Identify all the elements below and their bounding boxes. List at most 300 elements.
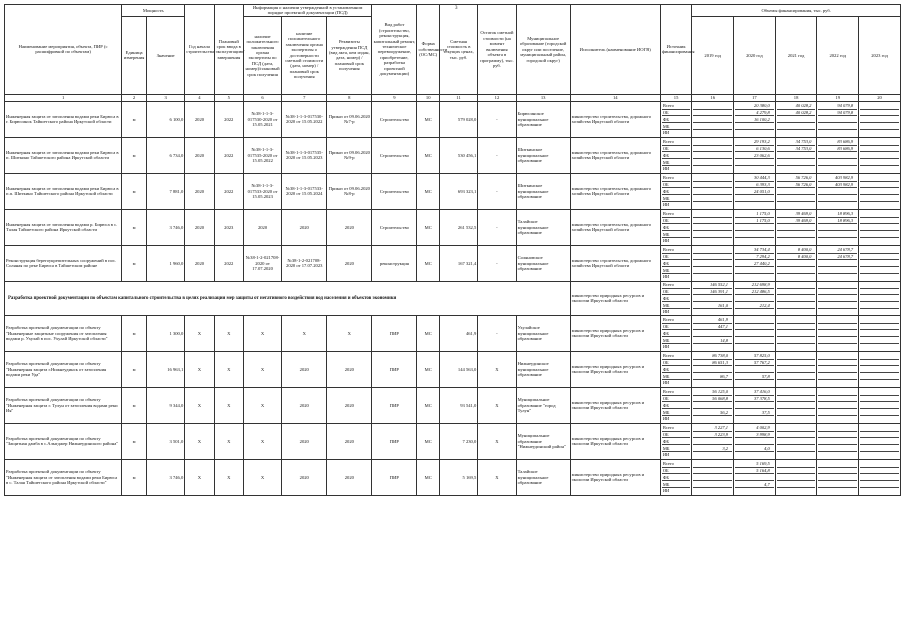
fin-values-v2019-line [693, 481, 732, 488]
object-name: Инженерная защита от затопления водами реки Бирюса в п.п. Шиткино Тайшетского района Иркутской области [5, 173, 122, 209]
object-unit: м [122, 173, 147, 209]
fin-2020-cell [734, 137, 776, 173]
fin-values-v2019-line [693, 309, 732, 315]
fin-source-list-line: МБ [662, 373, 691, 380]
fin-values-v2022 [818, 425, 857, 458]
fin-2022-cell [817, 101, 859, 137]
fin-values-v2023 [860, 353, 899, 386]
fin-values-v2019-line [693, 438, 732, 445]
header-planned-term: Плановый срок ввода в эксплуатацию/завершения [214, 5, 243, 95]
fin-values-v2021-line [777, 152, 816, 159]
fin-values-v2020-line: 4,7 [735, 481, 774, 488]
fin-values-v2021-line [777, 195, 816, 202]
fin-values-v2023-line [860, 445, 899, 452]
fin-2020-cell [734, 351, 776, 387]
fin-values-v2019-line: 3 227,1 [693, 425, 732, 431]
fin-values-v2019-line [693, 130, 732, 136]
fin-values-v2020-line: 57 825,0 [735, 353, 774, 359]
fin-values-v2023-line [860, 267, 899, 274]
fin-values-v2021-line [777, 445, 816, 452]
fin-values-v2020-line [735, 159, 774, 166]
fin-values-v2021-line [777, 238, 816, 244]
fin-values-v2020-line [735, 238, 774, 244]
object-term: 2023 [214, 209, 243, 245]
object-ownership: МС [417, 387, 440, 423]
fin-values-v2020 [735, 103, 774, 136]
fin-source-list [662, 211, 691, 244]
fin-values-v2019-line: 146 552,1 [693, 282, 732, 288]
object-estimated-cost: 530 456,1 [439, 137, 477, 173]
object-unit: м [122, 423, 147, 459]
fin-values-v2021-line [777, 402, 816, 409]
fin-values-v2021-line [777, 323, 816, 330]
fin-values-v2021-line [777, 373, 816, 380]
table-row [5, 173, 901, 209]
fin-source-list-line: Всего [662, 282, 691, 288]
header-remaining-cost: Остаток сметной стоимости (на момент включения объекта в программу), тыс. руб. [478, 5, 516, 95]
object-estimated-cost: 261 532,5 [439, 209, 477, 245]
fin-values-v2022-line [818, 116, 857, 123]
fin-2021-cell [775, 173, 817, 209]
fin-values-v2019-line [693, 152, 732, 159]
fin-source-list-line: ФБ [662, 152, 691, 159]
header-start-year: Год начала строительства [185, 5, 214, 95]
fin-2020-cell [734, 423, 776, 459]
fin-values-v2021-line [777, 188, 816, 195]
fin-values-v2020-line [735, 123, 774, 130]
object-remaining-cost: - [478, 245, 516, 281]
fin-values-v2021-line [777, 409, 816, 416]
fin-values-v2023-line [860, 323, 899, 330]
fin-values-v2021-line [777, 366, 816, 373]
fin-values-v2020-line: 5 164,8 [735, 467, 774, 474]
fin-values-v2021-line [777, 166, 816, 172]
fin-2019-cell [692, 459, 734, 495]
fin-values-v2023-line [860, 202, 899, 208]
fin-values-v2021-line [777, 260, 816, 267]
fin-values-v2022-line: 18 896,3 [818, 217, 857, 224]
fin-values-v2019-line [693, 451, 732, 457]
fin-values-v2020-line [735, 274, 774, 280]
fin-source-list-line: ИИ [662, 130, 670, 136]
object-executor: министерство строительства, дорожного хозяйства Иркутской области [570, 209, 660, 245]
object-executor: министерство строительства, дорожного хозяйства Иркутской области [570, 245, 660, 281]
fin-source-cell [660, 245, 692, 281]
object-remaining-cost: - [478, 101, 516, 137]
fin-values-v2020-line [735, 330, 774, 337]
fin-values-v2020-line: 5 169,5 [735, 461, 774, 467]
object-remaining-cost: - [478, 173, 516, 209]
object-approval: Приказ от 09.06.2020 №7-р [327, 101, 372, 137]
object-term: Х [214, 459, 243, 495]
fin-2020-cell [734, 245, 776, 281]
fin-values-v2019-line [693, 274, 732, 280]
fin-2023-cell [859, 315, 901, 351]
fin-source-list-line: ОБ [662, 431, 691, 438]
fin-values-v2022-line: 94 079,8 [818, 109, 857, 116]
object-name: Реконструкция берегоукрепительных сооружений в пос. Соляная по реке Бирюса в Тайшетском районе [5, 245, 122, 281]
fin-values-v2022-line [818, 302, 857, 309]
fin-values-v2021-line [777, 438, 816, 445]
object-term: Х [214, 315, 243, 351]
fin-values-v2020 [735, 282, 774, 315]
fin-values-v2019-line [693, 379, 732, 385]
fin-values-v2020-line [735, 309, 774, 315]
fin-values-v2019-line [693, 145, 732, 152]
fin-values-v2020-line: 4 002,9 [735, 425, 774, 431]
header-value: Значение [146, 16, 184, 94]
fin-values-v2019-line [693, 159, 732, 166]
fin-source-list [662, 353, 691, 386]
fin-values-v2023-line [860, 451, 899, 457]
fin-values-v2020-line: 6 130,6 [735, 145, 774, 152]
fin-values-v2023-line [860, 402, 899, 409]
object-remaining-cost: - [478, 137, 516, 173]
fin-values-v2021-line: 8 400,0 [777, 247, 816, 253]
object-value: 1 960,0 [146, 245, 184, 281]
fin-values-v2022-line [818, 295, 857, 302]
header-ownership: Форма собственности (ОС/МС) [417, 5, 440, 95]
object-unit: м [122, 209, 147, 245]
fin-values-v2019-line [693, 343, 732, 349]
fin-values-v2023-line [860, 166, 899, 172]
fin-values-v2023-line [860, 152, 899, 159]
table-row [5, 315, 901, 351]
fin-values-v2022 [818, 282, 857, 315]
fin-values-v2020-line [735, 451, 774, 457]
fin-values-v2023-line [860, 487, 899, 493]
fin-2019-cell [692, 209, 734, 245]
fin-values-v2022 [818, 389, 857, 422]
fin-values-v2023-line [860, 366, 899, 373]
fin-values-v2022-line: 24 678,7 [818, 247, 857, 253]
object-unit: м [122, 351, 147, 387]
fin-values-v2023-line [860, 181, 899, 188]
fin-source-list-line: ФБ [662, 474, 691, 481]
fin-values-v2021-line [777, 415, 816, 421]
object-expertise: Х [243, 459, 281, 495]
fin-values-v2023-line [860, 288, 899, 295]
fin-values-v2020-line: 27 440,2 [735, 260, 774, 267]
fin-values-v2023-line [860, 260, 899, 267]
fin-values-v2020-line: 1 175,0 [735, 217, 774, 224]
fin-values-v2023 [860, 247, 899, 280]
fin-2021-cell [775, 209, 817, 245]
fin-values-v2020-line: 1 175,0 [735, 211, 774, 217]
object-start-year: Х [185, 423, 214, 459]
fin-values-v2021-line: 56 726,0 [777, 181, 816, 188]
object-unit: м [122, 101, 147, 137]
object-name: Разработка проектной документации по объекту "Инженерная защита от затопления водами реки Бирюса в с. Талая Тайшетского района Иркутской области" [5, 459, 122, 495]
fin-2021-cell [775, 245, 817, 281]
fin-values-v2022-line [818, 288, 857, 295]
column-number-row: 1 2 3 4 5 6 7 8 9 10 11 12 13 14 15 16 17 18 19 20 [5, 94, 901, 101]
fin-values-v2021 [777, 353, 816, 386]
object-term: Х [214, 387, 243, 423]
fin-values-v2020-line: 16 100,2 [735, 116, 774, 123]
object-ownership: МС [417, 137, 440, 173]
table-row [5, 245, 901, 281]
object-executor: министерство природных ресурсов и экологии Иркутской области [570, 387, 660, 423]
fin-values-v2022-line [818, 267, 857, 274]
objects-body [5, 101, 901, 281]
fin-values-v2022-line [818, 224, 857, 231]
fin-values-v2020-line: 4 279,8 [735, 109, 774, 116]
fin-2022-cell [817, 423, 859, 459]
header-name: Наименование мероприятия, объекта, ПИР (с расшифровкой по объектам) [5, 5, 122, 95]
fin-values-v2021-line [777, 359, 816, 366]
pir-body [5, 315, 901, 495]
fin-source-list-line: ОБ [662, 323, 691, 330]
fin-source-cell [660, 281, 692, 315]
fin-values-v2023 [860, 425, 899, 458]
header-fin-volume: Объемы финансирования, тыс. руб. [692, 5, 901, 17]
object-unit: м [122, 245, 147, 281]
fin-values-v2020-line: 34 734,4 [735, 247, 774, 253]
object-work-type: ПИР [372, 315, 417, 351]
object-approval: 2020 [327, 423, 372, 459]
fin-source-list-line: ИИ [662, 452, 670, 458]
fin-values-v2022-line [818, 431, 857, 438]
fin-source-list-line: МБ [662, 445, 691, 452]
object-term: Х [214, 423, 243, 459]
fin-values-v2020-line [735, 337, 774, 344]
fin-values-v2022-line [818, 309, 857, 315]
fin-values-v2021-line [777, 337, 816, 344]
fin-values-v2019 [693, 103, 732, 136]
fin-source-list [662, 103, 691, 136]
fin-values-v2022-line: 83 686,9 [818, 145, 857, 152]
fin-source-list-line: Всего [662, 103, 691, 109]
fin-2019-cell [692, 387, 734, 423]
fin-values-v2019-line [693, 166, 732, 172]
object-approval: 2020 [327, 387, 372, 423]
fin-values-v2022-line [818, 202, 857, 208]
fin-values-v2019-line: 461,9 [693, 317, 732, 323]
table-row [5, 101, 901, 137]
header-approval: Реквизиты утверждения ПСД (вид акта, кем издан, дата, номер) / плановый срок получения [327, 16, 372, 94]
fin-values-v2022-line [818, 402, 857, 409]
object-name: Разработка проектной документации по объекту "Инженерная защита г.Нижнеудинск от затопления водами реки Уда" [5, 351, 122, 387]
fin-values-v2023-line [860, 195, 899, 202]
fin-source-list-line: Всего [662, 139, 691, 145]
fin-values-v2023-line [860, 379, 899, 385]
fin-values-v2022 [818, 461, 857, 494]
fin-source-list-line: ОБ [662, 467, 691, 474]
fin-values-v2023-line [860, 330, 899, 337]
fin-values-v2023-line [860, 231, 899, 238]
fin-2021-cell [775, 137, 817, 173]
fin-values-v2023 [860, 461, 899, 494]
fin-values-v2020-line [735, 130, 774, 136]
object-remaining-cost: Х [478, 387, 516, 423]
fin-source-list-line: ОБ [662, 395, 691, 402]
object-ownership: МС [417, 423, 440, 459]
fin-source-list-line: ОБ [662, 217, 691, 224]
object-start-year: 2020 [185, 209, 214, 245]
fin-values-v2022-line [818, 467, 857, 474]
fin-values-v2019-line: 3,2 [693, 445, 732, 452]
fin-values-v2023 [860, 282, 899, 315]
fin-source-list-line: ИИ [662, 238, 670, 244]
object-ownership: МС [417, 173, 440, 209]
fin-source-list-line: Всего [662, 389, 691, 395]
fin-values-v2020-line [735, 295, 774, 302]
object-cost-check: 2020 [282, 209, 327, 245]
fin-values-v2020-line: 30 444,3 [735, 175, 774, 181]
object-ownership: МС [417, 459, 440, 495]
fin-values-v2019-line [693, 116, 732, 123]
object-value: 3 746,0 [146, 209, 184, 245]
fin-source-list-line: ФБ [662, 438, 691, 445]
fin-source-list-line: ОБ [662, 145, 691, 152]
fin-values-v2020 [735, 247, 774, 280]
fin-source-cell [660, 459, 692, 495]
fin-values-v2019-line [693, 415, 732, 421]
fin-values-v2020-line [735, 267, 774, 274]
fin-values-v2021-line: 34 753,0 [777, 145, 816, 152]
object-ownership: МС [417, 315, 440, 351]
fin-values-v2023-line [860, 415, 899, 421]
object-expertise: Х [243, 387, 281, 423]
fin-v2019-cell [692, 281, 734, 315]
fin-2020-cell [734, 173, 776, 209]
object-executor: министерство природных ресурсов и экологии Иркутской области [570, 351, 660, 387]
fin-2020-cell [734, 315, 776, 351]
fin-values-v2020-line [735, 231, 774, 238]
fin-values-v2019 [693, 317, 732, 350]
fin-2019-cell [692, 245, 734, 281]
object-start-year: Х [185, 459, 214, 495]
fin-values-v2019-line: 3 223,9 [693, 431, 732, 438]
object-ownership: МС [417, 209, 440, 245]
fin-source-list-line: ФБ [662, 330, 691, 337]
object-approval: 2020 [327, 245, 372, 281]
fin-values-v2021-line [777, 202, 816, 208]
object-municipality: Шиткинское муниципальное образование [516, 173, 570, 209]
fin-values-v2022-line: 403 982,9 [818, 181, 857, 188]
fin-v2022-cell [817, 281, 859, 315]
fin-values-v2019-line: 86 651,3 [693, 359, 732, 366]
table-row [5, 459, 901, 495]
fin-values-v2021 [777, 461, 816, 494]
fin-values-v2021-line: 40 028,2 [777, 103, 816, 109]
object-expertise: Х [243, 315, 281, 351]
object-work-type: ПИР [372, 459, 417, 495]
object-municipality: Муниципальное образование "город Тулун" [516, 387, 570, 423]
fin-source-list-line: ФБ [662, 188, 691, 195]
fin-2019-cell [692, 173, 734, 209]
fin-values-v2021-line [777, 295, 816, 302]
fin-source-list-line: МБ [662, 267, 691, 274]
object-work-type: реконструкция [372, 245, 417, 281]
object-approval: 2020 [327, 459, 372, 495]
fin-source-list-line: Всего [662, 175, 691, 181]
fin-values-v2019-line: 86,7 [693, 373, 732, 380]
fin-values-v2022-line [818, 159, 857, 166]
fin-values-v2023-line [860, 116, 899, 123]
object-municipality: Ухулайское муниципальное образование [516, 315, 570, 351]
fin-v2021-cell [775, 281, 817, 315]
fin-2021-cell [775, 387, 817, 423]
object-expertise: №38-1-1-3-017535-2020 от 15.05.2022 [243, 137, 281, 173]
fin-values-v2019 [693, 211, 732, 244]
fin-values-v2019-line [693, 109, 732, 116]
fin-source-list [662, 317, 691, 350]
fin-values-v2019 [693, 282, 732, 315]
fin-values-v2020 [735, 317, 774, 350]
fin-values-v2023-line [860, 337, 899, 344]
fin-2019-cell [692, 351, 734, 387]
object-ownership: МС [417, 245, 440, 281]
fin-values-v2021 [777, 175, 816, 208]
fin-source-cell [660, 209, 692, 245]
fin-values-v2020 [735, 353, 774, 386]
fin-values-v2021-line [777, 467, 816, 474]
fin-source-list-line: Всего [662, 461, 691, 467]
fin-values-v2019-line [693, 195, 732, 202]
fin-values-v2023-line [860, 467, 899, 474]
fin-values-v2022-line [818, 238, 857, 244]
fin-values-v2021 [777, 425, 816, 458]
object-approval: Х [327, 315, 372, 351]
fin-values-v2022 [818, 139, 857, 172]
table-row [5, 423, 901, 459]
fin-values-v2021-line [777, 274, 816, 280]
object-estimated-cost: 461,9 [439, 315, 477, 351]
fin-values-v2020-line: 37 416,0 [735, 389, 774, 395]
object-start-year: 2020 [185, 137, 214, 173]
fin-source-list-line: МБ [662, 481, 691, 488]
fin-values-v2019-line: 56 068,8 [693, 395, 732, 402]
fin-values-v2022-line [818, 337, 857, 344]
fin-source-list [662, 425, 691, 458]
fin-values-v2019-line [693, 202, 732, 208]
fin-values-v2020-line [735, 166, 774, 172]
fin-values-v2023-line [860, 431, 899, 438]
object-expertise: №38-1-1-3-017530-2020 от 15.05.2021 [243, 101, 281, 137]
object-term: 2022 [214, 173, 243, 209]
object-ownership: МС [417, 101, 440, 137]
header-capacity: Мощность [122, 5, 185, 17]
fin-values-v2022-line [818, 474, 857, 481]
fin-values-v2022-line [818, 274, 857, 280]
fin-values-v2019-line [693, 260, 732, 267]
fin-values-v2021-line [777, 123, 816, 130]
fin-values-v2023 [860, 211, 899, 244]
object-expertise: №38-1-1-3-017533-2020 от 15.05.2023 [243, 173, 281, 209]
fin-values-v2022-line [818, 323, 857, 330]
object-work-type: Строительство [372, 173, 417, 209]
header-psd-info: Информация о наличии утвержденной в установленном порядке проектной документации (ПСД) [243, 5, 371, 17]
fin-values-v2023-line [860, 217, 899, 224]
fin-source-list-line: ФБ [662, 366, 691, 373]
fin-values-v2020 [735, 175, 774, 208]
object-approval: 2020 [327, 209, 372, 245]
fin-values-v2019-line [693, 217, 732, 224]
fin-values-v2022-line [818, 373, 857, 380]
object-estimated-cost: 7 230,0 [439, 423, 477, 459]
object-expertise: Х [243, 351, 281, 387]
fin-2021-cell [775, 423, 817, 459]
fin-values-v2023 [860, 317, 899, 350]
fin-values-v2021-line [777, 224, 816, 231]
fin-values-v2021-line [777, 487, 816, 493]
fin-values-v2023-line [860, 238, 899, 244]
fin-values-v2023-line [860, 395, 899, 402]
fin-values-v2020-line [735, 438, 774, 445]
fin-source-cell [660, 387, 692, 423]
